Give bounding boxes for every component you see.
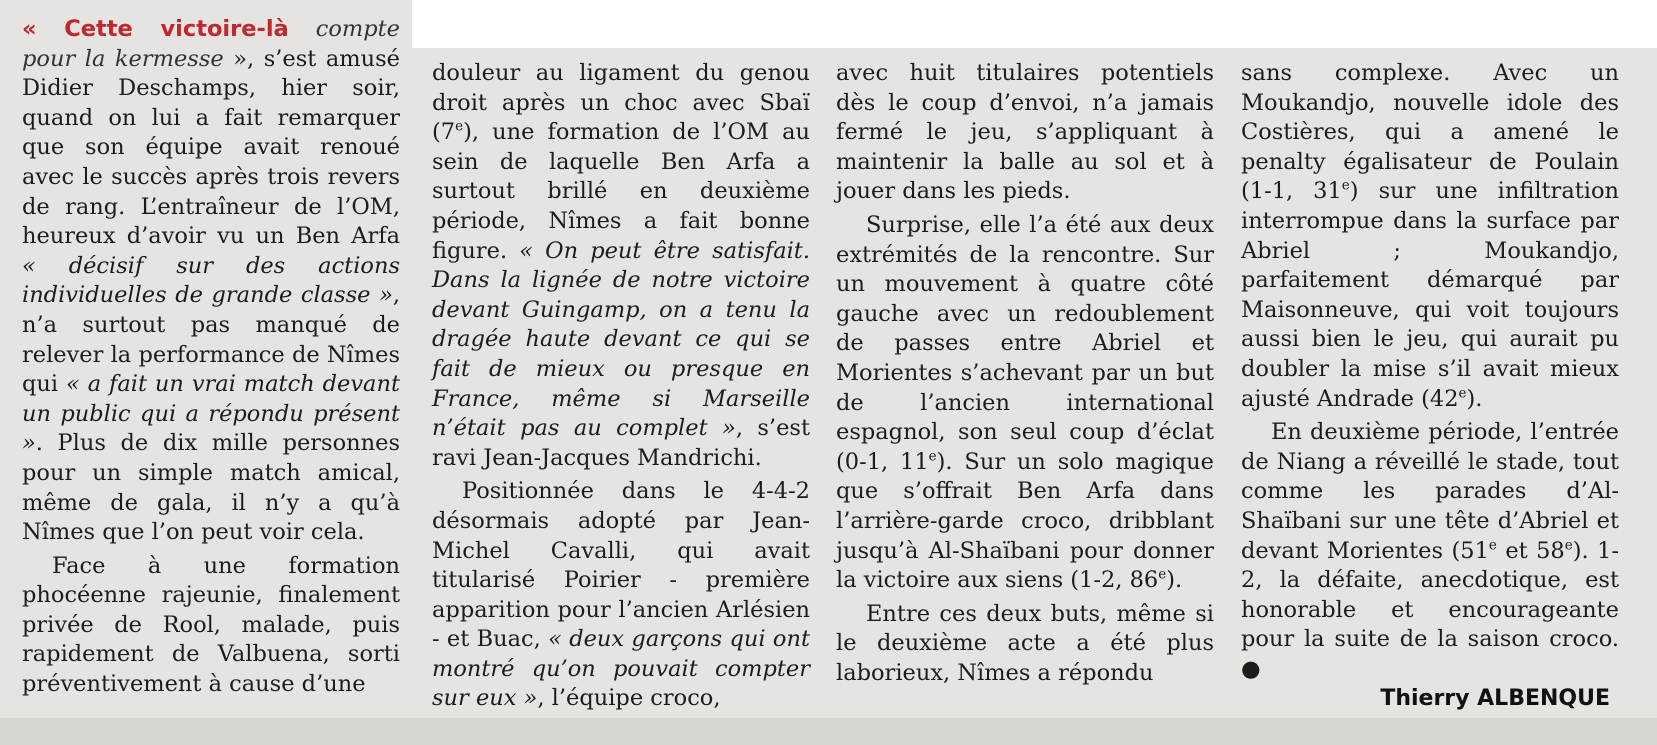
paragraph bbox=[836, 211, 1214, 596]
quote: « décisif sur des actions individuelles de grande classe » bbox=[22, 252, 400, 309]
text-run: douleur au ligament du genou droit après un choc avec Sbaï (7 bbox=[432, 60, 810, 146]
text-run: Surprise, elle l’a été aux deux extrémités de la rencontre. Sur un mouvement à quatre côté gauche avec un redoublement de passes entre Abriel et Morientes s’achevant par un but de l’ancien international espagnol, son seul coup d’éclat (0-1, 11 bbox=[836, 211, 1214, 475]
paragraph: Face à une formation phocéenne rajeunie, finalement privée de Rool, malade, puis rapidement de Valbuena, sorti préventivement à cause d’une bbox=[22, 552, 400, 698]
text-run: , s’est ravi Jean-Jacques Mandrichi. bbox=[432, 415, 810, 471]
lead-quote-italic: compte pour la kermesse bbox=[22, 16, 400, 72]
superscript: e bbox=[928, 448, 937, 465]
superscript: e bbox=[455, 118, 464, 135]
article-column-1 bbox=[22, 15, 400, 700]
paragraph bbox=[1241, 418, 1619, 684]
superscript: e bbox=[1564, 537, 1573, 553]
text-run: ). 1-2, la défaite, anecdotique, est honorable et encourageante pour la suite de la saison croco. ● bbox=[1241, 537, 1620, 682]
text-run: . Plus de dix mille personnes pour un simple match amical, même de gala, il n’y a qu’à Nîmes que l’on peut voir cela. bbox=[22, 430, 400, 546]
paragraph: avec huit titulaires potentiels dès le coup d’envoi, n’a jamais fermé le jeu, s’appliquant à maintenir la balle au sol et à jouer dans les pieds. bbox=[836, 60, 1214, 205]
text-run: ), une formation de l’OM au sein de laquelle Ben Arfa a surtout brillé en deuxième période, Nîmes a fait bonne figure. bbox=[432, 119, 810, 264]
text-run: ). bbox=[1166, 567, 1183, 594]
paragraph bbox=[432, 59, 810, 473]
text-run: ). bbox=[1466, 385, 1483, 412]
quote: « deux garçons qui ont montré qu’on pouvait compter sur eux » bbox=[432, 626, 811, 712]
article-column-4 bbox=[1241, 59, 1619, 684]
page-edge bbox=[0, 718, 1657, 745]
paragraph bbox=[22, 15, 400, 548]
superscript: e bbox=[1458, 385, 1467, 402]
lead-quote: « Cette victoire-là bbox=[22, 16, 289, 42]
superscript: e bbox=[1158, 566, 1167, 583]
text-run: ). Sur un solo magique que s’offrait Ben Arfa dans l’arrière-garde croco, dribblant jusqu’à Al-Shaïbani pour donner la victoire aux siens (1-2, 86 bbox=[836, 448, 1214, 594]
text-run: , l’équipe croco, bbox=[537, 685, 721, 712]
superscript: e bbox=[1488, 537, 1497, 553]
superscript: e bbox=[1341, 177, 1350, 194]
article-column-2 bbox=[432, 59, 810, 714]
text-run: », s’est amusé Didier Deschamps, hier soir, quand on lui a fait remarquer que son équipe avait renoué avec le succès après trois revers de rang. L’entraîneur de l’OM, heureux d’avoir vu un Ben Arfa bbox=[22, 45, 400, 250]
text-run: sans complexe. Avec un Moukandjo, nouvelle idole des Costières, qui a amené le penalty égalisateur de Poulain (1-1, 31 bbox=[1241, 60, 1619, 205]
author-signature: Thierry ALBENQUE bbox=[1380, 686, 1610, 711]
article-column-3 bbox=[836, 59, 1214, 688]
text-run: , n’a surtout pas manqué de relever la performance de Nîmes qui bbox=[22, 282, 400, 398]
text-run: et 58 bbox=[1496, 537, 1565, 564]
text-run: En deuxième période, l’entrée de Niang a réveillé le stade, tout comme les parades d’Al-Shaïbani sur une tête d’Abriel et devant Morientes (51 bbox=[1241, 419, 1619, 564]
quote: « On peut être satisfait. Dans la lignée de notre victoire devant Guingamp, on a tenu la dragée haute devant ce qui se fait de mieux ou presque en France, même si Marseille n’était pas au complet » bbox=[432, 237, 810, 442]
text-run: ) sur une infiltration interrompue dans la surface par Abriel ; Moukandjo, parfaitement démarqué par Maisonneuve, qui voit toujours aussi bien le jeu, qui aurait pu doubler la mise s’il avait mieux ajusté Andrade (42 bbox=[1241, 178, 1620, 412]
paragraph bbox=[432, 477, 810, 714]
text-run: Positionnée dans le 4-4-2 désormais adopté par Jean-Michel Cavalli, qui avait titularisé Poirier - première apparition pour l’ancien Arlésien - et Buac, bbox=[432, 478, 810, 653]
quote: « a fait un vrai match devant un public qui a répondu présent » bbox=[22, 371, 400, 457]
blank-margin bbox=[412, 0, 1657, 48]
paragraph bbox=[1241, 59, 1619, 414]
paragraph: Entre ces deux buts, même si le deuxième acte a été plus laborieux, Nîmes a répondu bbox=[836, 600, 1214, 686]
